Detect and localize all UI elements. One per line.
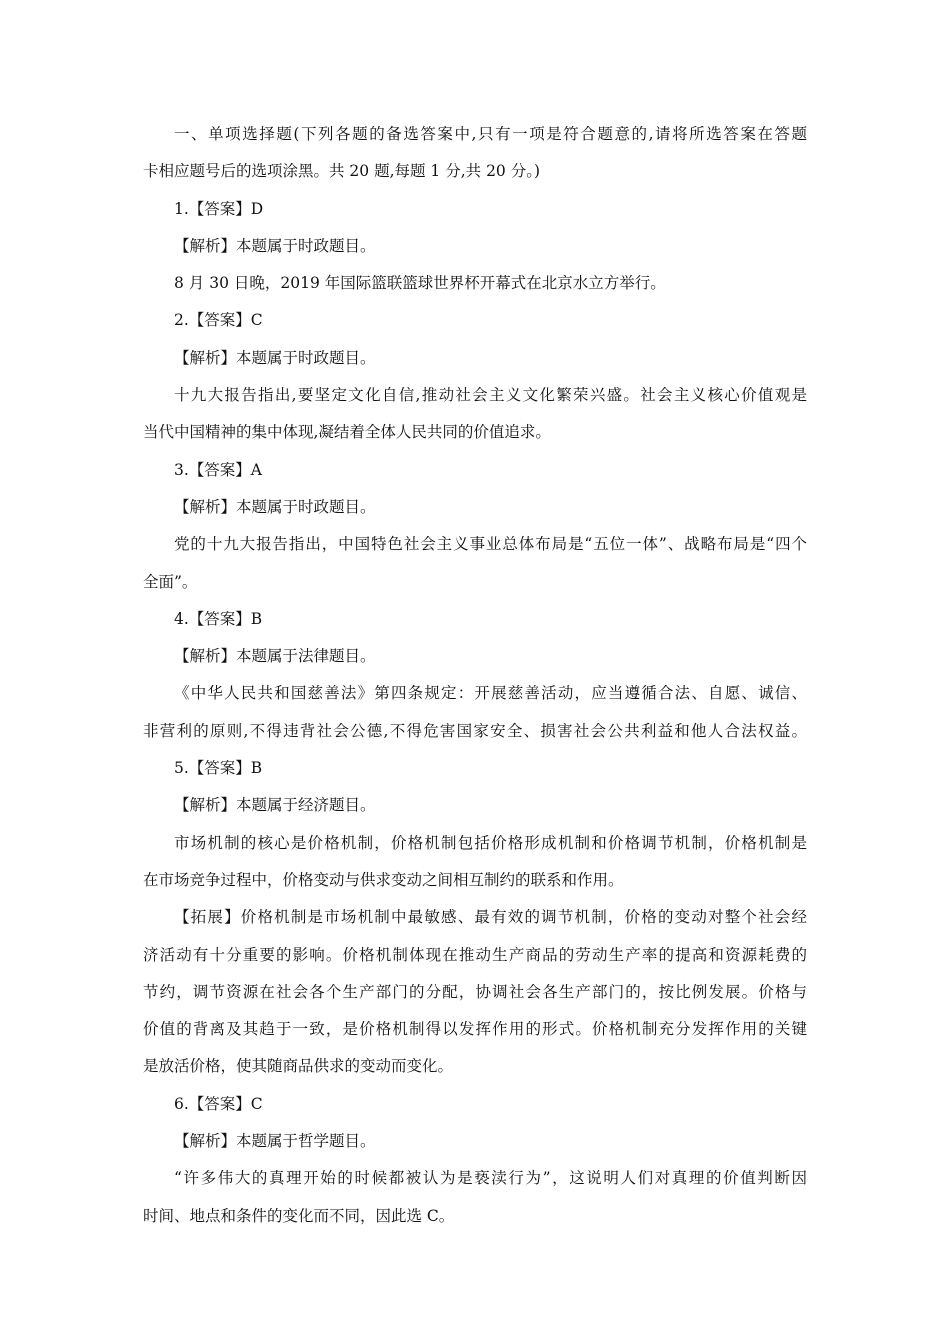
document-page xyxy=(143,116,807,1235)
q2-analysis: 【解析】本题属于时政题目。 xyxy=(174,348,376,367)
q4-body-line-1: 《中华人民共和国慈善法》第四条规定：开展慈善活动，应当遵循合法、自愿、诚信、 xyxy=(174,684,807,703)
q2-body-line-1: 十九大报告指出,要坚定文化自信,推动社会主义文化繁荣兴盛。社会主义核心价值观是 xyxy=(174,386,807,405)
q5-analysis: 【解析】本题属于经济题目。 xyxy=(174,796,376,815)
q4-analysis: 【解析】本题属于法律题目。 xyxy=(174,647,376,666)
section-header-line-1: 一、单项选择题(下列各题的备选答案中,只有一项是符合题意的,请将所选答案在答题 xyxy=(174,125,807,143)
q5-extension-line-3: 节约，调节资源在社会各个生产部门的分配，协调社会各生产部门的，按比例发展。价格与 xyxy=(143,982,807,1001)
q2-answer: 2.【答案】C xyxy=(174,311,263,330)
q1-answer: 1.【答案】D xyxy=(174,199,264,218)
q6-analysis: 【解析】本题属于哲学题目。 xyxy=(174,1132,376,1151)
q3-answer: 3.【答案】A xyxy=(174,460,262,479)
q5-body-line-1: 市场机制的核心是价格机制，价格机制包括价格形成机制和价格调节机制，价格机制是 xyxy=(174,833,807,852)
q3-analysis: 【解析】本题属于时政题目。 xyxy=(174,497,376,516)
q6-answer: 6.【答案】C xyxy=(174,1094,263,1113)
q1-body: 8 月 30 日晚，2019 年国际篮联篮球世界杯开幕式在北京水立方举行。 xyxy=(174,274,666,293)
q4-body-line-2: 非营利的原则,不得违背社会公德,不得危害国家安全、损害社会公共利益和他人合法权益。 xyxy=(143,721,807,740)
q6-body-line-1: “许多伟大的真理开始的时候都被认为是亵渎行为”，这说明人们对真理的价值判断因 xyxy=(174,1169,807,1188)
q5-extension-line-4: 价值的背离及其趋于一致，是价格机制得以发挥作用的形式。价格机制充分发挥作用的关键 xyxy=(143,1020,807,1039)
q3-body-line-1: 党的十九大报告指出，中国特色社会主义事业总体布局是“五位一体”、战略布局是“四个 xyxy=(174,535,807,554)
q5-extension-line-5: 是放活价格，使其随商品供求的变动而变化。 xyxy=(143,1057,454,1076)
q6-body-line-2: 时间、地点和条件的变化而不同，因此选 C。 xyxy=(143,1206,455,1225)
q1-analysis: 【解析】本题属于时政题目。 xyxy=(174,236,376,255)
q5-body-line-2: 在市场竞争过程中，价格变动与供求变动之间相互制约的联系和作用。 xyxy=(143,870,624,889)
q5-extension-line-1: 【拓展】价格机制是市场机制中最敏感、最有效的调节机制，价格的变动对整个社会经 xyxy=(174,908,807,927)
q2-body-line-2: 当代中国精神的集中体现,凝结着全体人民共同的价值追求。 xyxy=(143,423,551,442)
q5-answer: 5.【答案】B xyxy=(174,759,263,778)
section-header-line-2: 卡相应题号后的选项涂黑。共 20 题,每题 1 分,共 20 分。) xyxy=(143,162,541,181)
q4-answer: 4.【答案】B xyxy=(174,609,263,628)
q5-extension-line-2: 济活动有十分重要的影响。价格机制体现在推动生产商品的劳动生产率的提高和资源耗费的 xyxy=(143,945,807,964)
q3-body-line-2: 全面”。 xyxy=(143,572,198,591)
